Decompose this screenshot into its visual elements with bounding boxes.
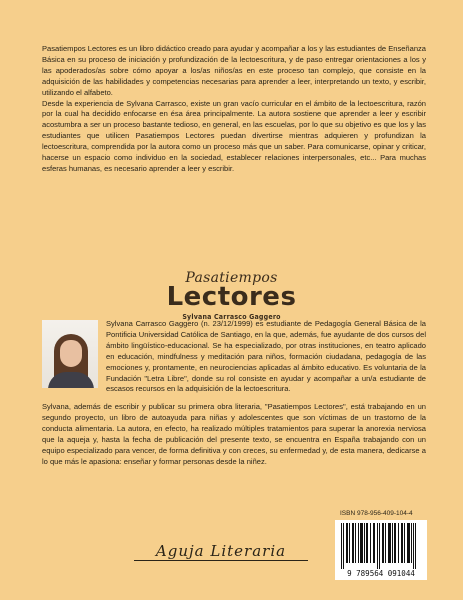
author-photo <box>42 320 98 388</box>
intro-text <box>42 44 426 175</box>
book-title-main: Lectores <box>166 282 297 312</box>
book-author: Sylvana Carrasco Gaggero <box>182 313 281 321</box>
intro-paragraph-2: Desde la experiencia de Sylvana Carrasco, existe un gran vacío curricular en el ámbito de la lectoescritura, razón por la cual ha decidido enfocarse en ésa área principalmente. La autora sostiene que aprender a leer y escribir acostumbra a ser un proceso bastante tedioso, en general, en las escuelas, por lo que su objetivo es que los y las estudiantes que utilicen Pasatiempos Lectores puedan divertirse mientras adquieren y profundizan la lectoescritura, comprendida por la autora como un proceso más que un saber. Para comunicarse, opinar y criticar, hacerse un espacio como individuo en la sociedad, establecer relaciones interpersonales, etc... Para muchas esferas humanas, es necesario aprender a leer y escribir. <box>42 98 426 173</box>
intro-paragraph-1: Pasatiempos Lectores es un libro didáctico creado para ayudar y acompañar a los y las estudiantes de Enseñanza Básica en su proceso de iniciación y profundización de la lectoescritura, y de paso entregar orientaciones a los y las apoderados/as sobre cómo apoyar a los/as niños/as en este proceso tan complejo, que consiste en la adquisición de las habilidades y competencias necesarias para aprender a leer, interpretando un texto, y escribir, utilizando el alfabeto. <box>42 44 426 97</box>
isbn-barcode <box>335 520 427 580</box>
author-bio-second: Sylvana, además de escribir y publicar su primera obra literaria, "Pasatiempos Lectores", está trabajando en un segundo proyecto, un libro de autoayuda para niñas y adolescentes que son víctimas de un trastorno de la conducta alimentaria. La autora, en efecto, ha realizado múltiples tratamientos para superar la anorexia nerviosa que la aqueja y, hasta la fecha de publicación del presente texto, se encuentra en España trabajando con un equipo especializado para vencer, de forma definitiva y con creces, su enfermedad y, de esta manera, dedicarse a lo que más le apasiona: enseñar y formar personas desde la niñez. <box>42 402 426 466</box>
publisher-logo: Aguja Literaria <box>128 533 314 569</box>
isbn-label: ISBN 978-956-409-104-4 <box>340 510 413 517</box>
book-title-top: Pasatiempos <box>185 270 278 286</box>
author-bio-first: Sylvana Carrasco Gaggero (n. 23/12/1999) es estudiante de Pedagogía General Básica de la Pontificia Universidad Católica de Santiago, en la que, además, fue ayudante de dos cursos del ámbito lingüístico-educacional. Se ha especializado, por otras instituciones, en teatro aplicado en educación, mindfulness y meditación para niños, formación ciudadana, pedagogía de las emociones y, prontamente, en neurociencias aplicadas al ámbito educativo. Es voluntaria de la Fundación "Letra Libre", donde su rol consiste en ayudar y acompañar a un/a estudiante de escasos recursos en la adquisición de la lectoescritura. <box>106 319 426 394</box>
isbn-digits: 9 789564 091044 <box>347 569 415 578</box>
